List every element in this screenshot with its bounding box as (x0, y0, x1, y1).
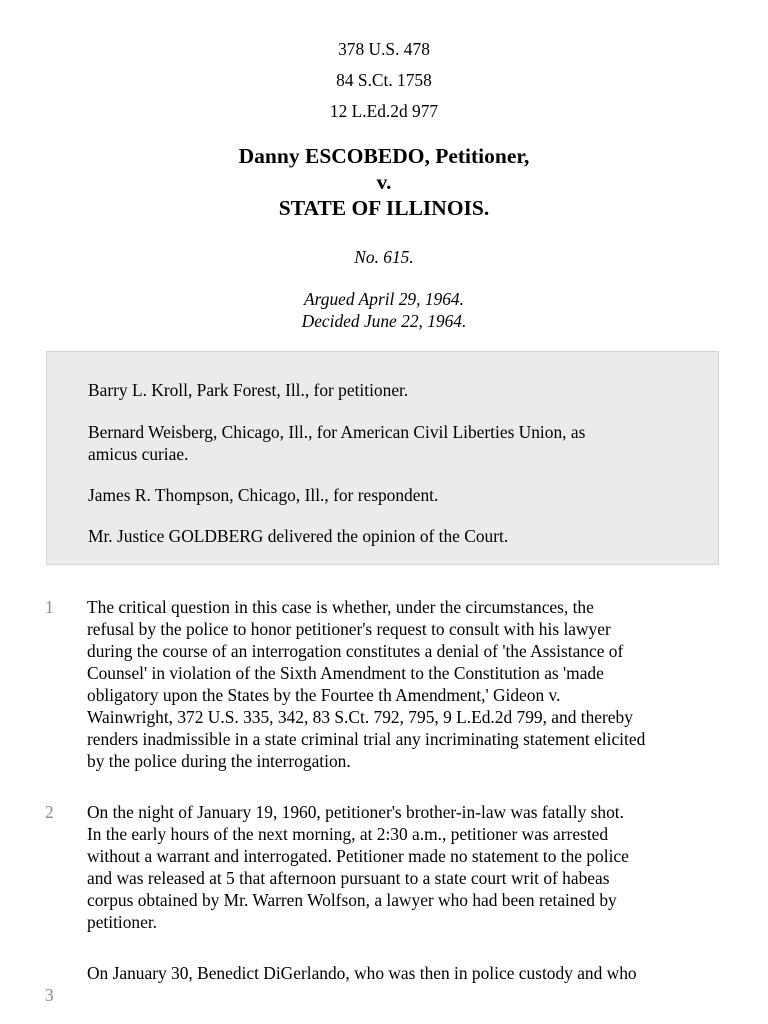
paragraph-text (87, 962, 737, 984)
paragraph-line: Counsel' in violation of the Sixth Amendment to the Constitution as 'made (87, 663, 604, 683)
citation-block (0, 34, 768, 127)
counsel-line-text: Barry L. Kroll, Park Forest, Ill., for petitioner. (88, 380, 409, 400)
paragraph-number: 1 (45, 597, 54, 617)
argument-dates (0, 288, 768, 332)
paragraph-line: The critical question in this case is whether, under the circumstances, the (87, 597, 594, 617)
paragraph-line: obligatory upon the States by the Fourtee th Amendment,' Gideon v. (87, 685, 561, 705)
paragraph-line: petitioner. (87, 912, 158, 932)
argued-date: Argued April 29, 1964. (304, 289, 464, 309)
counsel-line-text: amicus curiae. (88, 444, 189, 464)
paragraph-text (87, 801, 737, 933)
paragraph-line: during the course of an interrogation constitutes a denial of 'the Assistance of (87, 641, 624, 661)
counsel-respondent (88, 484, 688, 506)
counsel-line-text: Bernard Weisberg, Chicago, Ill., for American Civil Liberties Union, as (88, 422, 586, 442)
petitioner-name: Danny ESCOBEDO, Petitioner, (238, 144, 530, 168)
paragraph-line: refusal by the police to honor petitioner's request to consult with his lawyer (87, 619, 611, 639)
paragraph-line: by the police during the interrogation. (87, 751, 351, 771)
case-caption (0, 143, 768, 221)
docket-number: No. 615. (354, 247, 414, 267)
counsel-line-text: James R. Thompson, Chicago, Ill., for respondent. (88, 485, 439, 505)
paragraph-line: without a warrant and interrogated. Petitioner made no statement to the police (87, 846, 629, 866)
counsel-petitioner (88, 379, 688, 401)
paragraph-number: 2 (45, 802, 54, 822)
citation-lawyers-edition: 12 L.Ed.2d 977 (329, 101, 439, 121)
decided-date: Decided June 22, 1964. (301, 311, 467, 331)
counsel-line-text: Mr. Justice GOLDBERG delivered the opinion of the Court. (88, 526, 509, 546)
paragraph-line: and was released at 5 that afternoon pursuant to a state court writ of habeas (87, 868, 610, 888)
paragraph-text (87, 596, 737, 772)
citation-us-reports: 378 U.S. 478 (338, 39, 430, 59)
counsel-box (46, 351, 719, 565)
paragraph-line: In the early hours of the next morning, at 2:30 a.m., petitioner was arrested (87, 824, 609, 844)
paragraph-line: Wainwright, 372 U.S. 335, 342, 83 S.Ct. 792, 795, 9 L.Ed.2d 799, and thereby (87, 707, 633, 727)
paragraph-line: renders inadmissible in a state criminal trial any incriminating statement elicited (87, 729, 646, 749)
counsel-amicus (88, 421, 688, 465)
versus-label: v. (376, 170, 392, 194)
paragraph-number: 3 (45, 985, 54, 1005)
paragraph-line: On the night of January 19, 1960, petitioner's brother-in-law was fatally shot. (87, 802, 624, 822)
citation-supreme-court-reporter: 84 S.Ct. 1758 (336, 70, 432, 90)
opinion-author-line (88, 525, 688, 547)
paragraph-line: corpus obtained by Mr. Warren Wolfson, a lawyer who had been retained by (87, 890, 617, 910)
respondent-name: STATE OF ILLINOIS. (278, 196, 490, 220)
paragraph-line: On January 30, Benedict DiGerlando, who was then in police custody and who (87, 963, 637, 983)
